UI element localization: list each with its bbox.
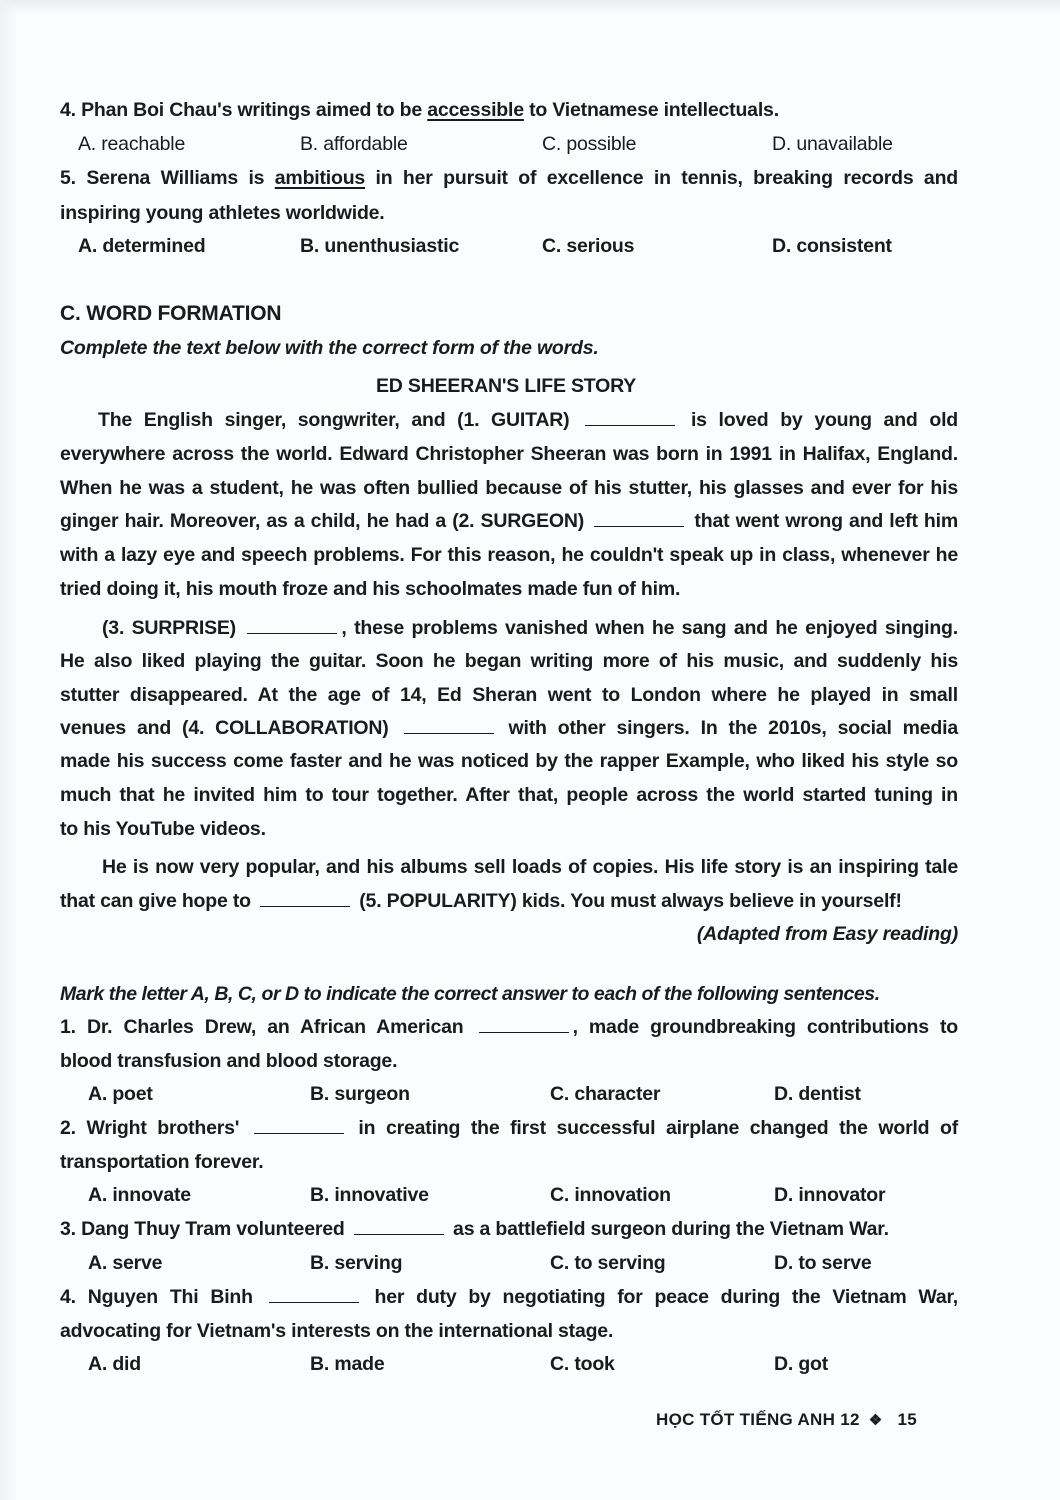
passage-line: much that he invited him to tour together. After that, people across the world started tuning in: [60, 784, 958, 806]
option-a[interactable]: A. innovate: [88, 1184, 191, 1206]
option-a[interactable]: A. determined: [78, 235, 206, 257]
passage-line: He is now very popular, and his albums sell loads of copies. His life story is an inspiring tale: [102, 856, 958, 878]
mc-question-3-options: [60, 1252, 958, 1278]
passage-line: with a lazy eye and speech problems. For this reason, he couldn't speak up in class, whenever he: [60, 544, 958, 566]
option-b[interactable]: B. serving: [310, 1252, 403, 1274]
option-b[interactable]: B. affordable: [300, 133, 408, 155]
answer-blank-5[interactable]: [260, 892, 350, 907]
option-b[interactable]: B. made: [310, 1353, 385, 1375]
passage-line: venues and (4. COLLABORATION) with other singers. In the 2010s, social media: [60, 717, 959, 739]
answer-blank[interactable]: [269, 1288, 359, 1303]
mc-question-2-line2: transportation forever.: [60, 1151, 264, 1173]
passage-source: (Adapted from Easy reading): [696, 923, 958, 945]
passage-line: made his success come faster and he was noticed by the rapper Example, who liked his style so: [60, 750, 958, 772]
option-a[interactable]: A. serve: [88, 1252, 163, 1274]
mc-question-2-stem: 2. Wright brothers' in creating the first successful airplane changed the world of: [60, 1117, 959, 1139]
option-b[interactable]: B. innovative: [310, 1184, 429, 1206]
option-c[interactable]: C. serious: [542, 235, 635, 257]
option-a[interactable]: A. poet: [88, 1083, 153, 1105]
page-number: 15: [897, 1410, 918, 1429]
passage-line: that can give hope to (5. POPULARITY) kids. You must always believe in yourself!: [60, 890, 902, 912]
passage-line: He also liked playing the guitar. Soon he began writing more of his music, and suddenly his: [60, 650, 958, 672]
underlined-word: ambitious: [274, 167, 366, 189]
option-a[interactable]: A. reachable: [78, 133, 186, 155]
option-b[interactable]: B. surgeon: [310, 1083, 410, 1105]
passage-line: to his YouTube videos.: [60, 818, 266, 840]
option-c[interactable]: C. took: [550, 1353, 615, 1375]
diamond-ornament-icon: ❖: [868, 1412, 883, 1429]
word-cue: (4. COLLABORATION): [182, 717, 389, 739]
option-d[interactable]: D. consistent: [772, 235, 892, 257]
mc-instruction: Mark the letter A, B, C, or D to indicate the correct answer to each of the following sentences.: [60, 983, 880, 1005]
book-title: HỌC TỐT TIẾNG ANH 12: [656, 1410, 860, 1429]
answer-blank-4[interactable]: [404, 719, 494, 734]
passage-title: ED SHEERAN'S LIFE STORY: [376, 375, 637, 397]
section-instruction: Complete the text below with the correct form of the words.: [60, 337, 599, 359]
question-5-options: [60, 235, 958, 261]
passage-line: tried doing it, his mouth froze and his schoolmates made fun of him.: [60, 578, 681, 600]
section-heading: C. WORD FORMATION: [60, 302, 282, 325]
answer-blank[interactable]: [479, 1018, 569, 1033]
underlined-word: accessible: [427, 99, 524, 121]
option-c[interactable]: C. to serving: [550, 1252, 666, 1274]
passage-line: The English singer, songwriter, and (1. GUITAR) is loved by young and old: [98, 409, 959, 431]
option-a[interactable]: A. did: [88, 1353, 141, 1375]
question-4-options: [60, 133, 958, 159]
word-cue: (5. POPULARITY): [359, 890, 517, 912]
option-d[interactable]: D. dentist: [774, 1083, 861, 1105]
mc-question-4-stem: 4. Nguyen Thi Binh her duty by negotiating for peace during the Vietnam War,: [60, 1286, 958, 1308]
option-c[interactable]: C. possible: [542, 133, 637, 155]
passage-line: ginger hair. Moreover, as a child, he had a (2. SURGEON) that went wrong and left him: [60, 510, 959, 532]
word-cue: (3. SURPRISE): [102, 617, 236, 639]
page-top-edge: [0, 0, 1060, 14]
option-d[interactable]: D. got: [774, 1353, 829, 1375]
question-4-stem: 4. Phan Boi Chau's writings aimed to be accessible to Vietnamese intellectuals.: [60, 99, 779, 121]
option-d[interactable]: D. unavailable: [772, 133, 893, 155]
page-left-edge: [0, 0, 18, 1500]
mc-question-1-line2: blood transfusion and blood storage.: [60, 1050, 398, 1072]
option-c[interactable]: C. character: [550, 1083, 661, 1105]
mc-question-3-stem: 3. Dang Thuy Tram volunteered as a battlefield surgeon during the Vietnam War.: [60, 1218, 889, 1240]
option-b[interactable]: B. unenthusiastic: [300, 235, 460, 257]
mc-question-2-options: [60, 1184, 958, 1210]
mc-question-1-stem: 1. Dr. Charles Drew, an African American , made groundbreaking contributions to: [60, 1016, 958, 1038]
passage-line: everywhere across the world. Edward Christopher Sheeran was born in 1991 in Halifax, England.: [60, 443, 958, 465]
word-cue: (2. SURGEON): [452, 510, 585, 532]
answer-blank-1[interactable]: [585, 411, 675, 426]
page-footer: [656, 1410, 917, 1430]
passage-line: When he was a student, he was often bullied because of his stutter, his glasses and ever for his: [60, 477, 958, 499]
mc-question-4-line2: advocating for Vietnam's interests on the international stage.: [60, 1320, 614, 1342]
mc-question-4-options: [60, 1353, 958, 1379]
option-d[interactable]: D. to serve: [774, 1252, 872, 1274]
mc-question-1-options: [60, 1083, 958, 1109]
answer-blank-2[interactable]: [594, 512, 684, 527]
passage-line: (3. SURPRISE) , these problems vanished when he sang and he enjoyed singing.: [102, 617, 958, 639]
passage-line: stutter disappeared. At the age of 14, Ed Sheran went to London where he played in small: [60, 684, 958, 706]
answer-blank-3[interactable]: [247, 619, 337, 634]
question-5-stem: 5. Serena Williams is ambitious in her pursuit of excellence in tennis, breaking records and: [60, 167, 958, 189]
word-cue: (1. GUITAR): [457, 409, 570, 431]
answer-blank[interactable]: [254, 1119, 344, 1134]
option-c[interactable]: C. innovation: [550, 1184, 671, 1206]
question-5-stem-line2: inspiring young athletes worldwide.: [60, 202, 385, 224]
answer-blank[interactable]: [354, 1220, 444, 1235]
option-d[interactable]: D. innovator: [774, 1184, 886, 1206]
